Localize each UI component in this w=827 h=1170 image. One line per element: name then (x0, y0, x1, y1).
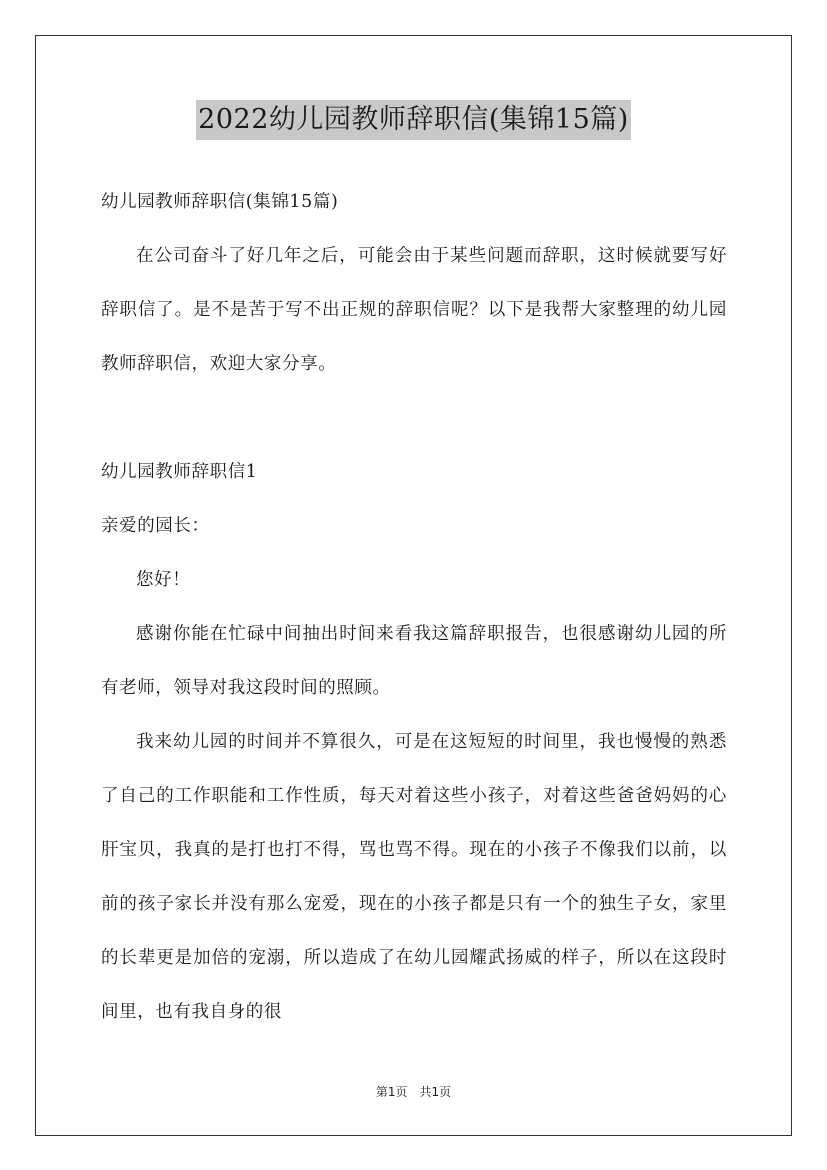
title-container (0, 100, 827, 140)
intro-paragraph: 在公司奋斗了好几年之后，可能会由于某些问题而辞职，这时候就要写好辞职信了。是不是苦于写不出正规的辞职信呢？以下是我帮大家整理的幼儿园教师辞职信，欢迎大家分享。 (101, 246, 727, 374)
page-total: 共1页 (419, 1085, 452, 1099)
body-paragraph: 我来幼儿园的时间并不算很久，可是在这短短的时间里，我也慢慢的熟悉了自己的工作职能和工作性质，每天对着这些小孩子，对着这些爸爸妈妈的心肝宝贝，我真的是打也打不得，骂也骂不得。现在的小孩子不像我们以前，以前的孩子家长并没有那么宠爱，现在的小孩子都是只有一个的独生子女，家里的长辈更是加倍的宠溺，所以造成了在幼儿园耀武扬威的样子，所以在这段时间里，也有我自身的很 (101, 732, 727, 1022)
document-body (101, 175, 727, 1039)
page-number: 第1页 (375, 1085, 408, 1099)
salutation: 亲爱的园长： (101, 516, 210, 536)
section-heading: 幼儿园教师辞职信1 (101, 462, 258, 482)
section-spacer (101, 391, 727, 445)
document-title: 2022幼儿园教师辞职信(集锦15篇) (196, 100, 631, 140)
page-footer (0, 1083, 827, 1101)
body-paragraph: 感谢你能在忙碌中间抽出时间来看我这篇辞职报告，也很感谢幼儿园的所有老师，领导对我这段时间的照顾。 (101, 624, 727, 698)
greeting: 您好！ (136, 570, 191, 590)
document-subtitle: 幼儿园教师辞职信(集锦15篇) (101, 192, 339, 212)
